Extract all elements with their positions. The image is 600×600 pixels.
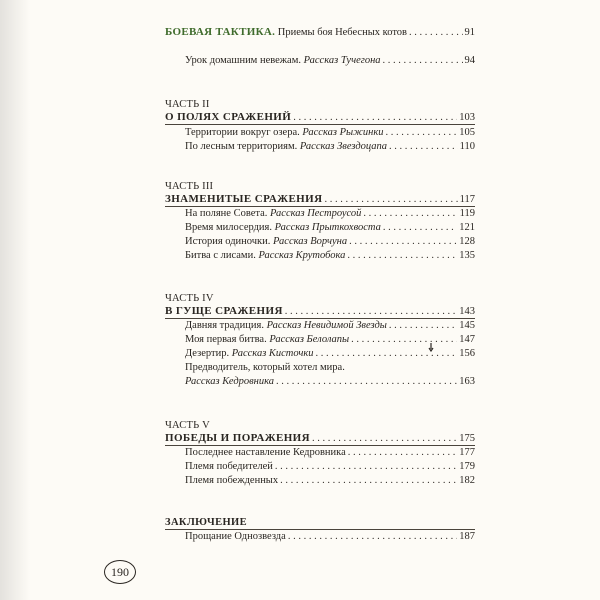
dot-leader xyxy=(348,446,457,459)
toc-entry xyxy=(185,126,475,139)
page-ref: 145 xyxy=(459,320,475,331)
heading-combat-tactics: БОЕВАЯ ТАКТИКА. xyxy=(165,26,276,38)
entry-story-author: Рассказ Тучегона xyxy=(303,55,381,66)
entry-title xyxy=(185,235,347,248)
entry-story-title: Дезертир. xyxy=(185,348,230,359)
page-ref: 103 xyxy=(459,112,475,123)
entry-title xyxy=(185,333,349,346)
part-5-title: ПОБЕДЫ И ПОРАЖЕНИЯ xyxy=(165,432,310,444)
dot-leader xyxy=(285,305,457,318)
entry-story-author: Рассказ Крутобока xyxy=(258,250,346,261)
entry-title xyxy=(165,26,407,39)
page-ref: 117 xyxy=(459,194,475,205)
dot-leader xyxy=(385,126,457,139)
entry-story-title: История одиночки. xyxy=(185,236,271,247)
toc-entry-combat-tactics xyxy=(165,26,475,39)
page-ref: 156 xyxy=(459,348,475,359)
page-ref: 105 xyxy=(459,127,475,138)
heading-combat-tactics-rest: Приемы боя Небесных котов xyxy=(277,27,407,38)
page-ref: 135 xyxy=(459,250,475,261)
dot-leader xyxy=(349,235,457,248)
page-ref: 147 xyxy=(459,334,475,345)
page-number-text: 190 xyxy=(111,564,129,579)
entry-title xyxy=(185,347,314,360)
part-3-label: ЧАСТЬ III xyxy=(165,181,214,192)
entry-story-author: Рассказ Звездоцапа xyxy=(299,141,388,152)
dot-leader xyxy=(351,333,457,346)
entry-title: Племя побежденных xyxy=(185,475,279,486)
entry-story-title: Урок домашним невежам. xyxy=(185,55,301,66)
dot-leader xyxy=(312,432,457,445)
page-ref: 91 xyxy=(464,27,475,38)
part-2-title: О ПОЛЯХ СРАЖЕНИЙ xyxy=(165,111,292,123)
dot-leader xyxy=(324,193,457,206)
toc-entry xyxy=(185,319,475,332)
entry-story-author: Рассказ Пестроусой xyxy=(270,208,362,219)
entry-story-title: Давняя традиция. xyxy=(185,320,264,331)
entry-story-author: Рассказ Белолапы xyxy=(269,334,350,345)
dot-leader xyxy=(347,249,457,262)
toc-entry xyxy=(185,249,475,262)
conclusion-title: ЗАКЛЮЧЕНИЕ xyxy=(165,517,248,528)
dot-leader xyxy=(383,221,457,234)
dot-leader xyxy=(276,375,457,388)
dot-leader xyxy=(275,460,457,473)
dot-leader xyxy=(280,474,457,487)
page-ref: 119 xyxy=(459,208,475,219)
page-ref: 163 xyxy=(459,376,475,387)
dot-leader xyxy=(363,207,457,220)
toc-entry-part-2 xyxy=(165,111,475,124)
entry-story-title: По лесным территориям. xyxy=(185,141,298,152)
page-ref: 121 xyxy=(459,222,475,233)
page-ref: 187 xyxy=(459,531,475,542)
entry-story-author: Рассказ Прыткохвоста xyxy=(274,222,381,233)
dot-leader xyxy=(316,347,458,360)
toc-entry-part-4 xyxy=(165,305,475,318)
entry-title xyxy=(185,126,383,139)
entry-story-author: Рассказ Невидимой Звезды xyxy=(266,320,387,331)
entry-story-author: Рассказ Кедровника xyxy=(185,376,275,387)
part-2-label: ЧАСТЬ II xyxy=(165,99,210,110)
toc-entry xyxy=(185,375,475,388)
entry-story-title: Битва с лисами. xyxy=(185,250,256,261)
toc-entry-line1: Предводитель, который хотел мира. xyxy=(185,362,345,373)
dot-leader xyxy=(288,530,457,543)
toc-entry xyxy=(185,207,475,220)
toc-entry xyxy=(185,460,475,473)
toc-entry xyxy=(185,140,475,153)
toc-entry-lesson xyxy=(185,54,475,67)
dot-leader xyxy=(383,54,463,67)
dot-leader xyxy=(389,140,458,153)
dot-leader xyxy=(293,111,457,124)
part-4-title: В ГУЩЕ СРАЖЕНИЯ xyxy=(165,305,283,317)
toc-entry-part-5 xyxy=(165,432,475,445)
entry-story-author: Рассказ Ворчуна xyxy=(273,236,348,247)
toc-entry xyxy=(185,235,475,248)
page-ref: 179 xyxy=(459,461,475,472)
entry-title xyxy=(185,319,387,332)
entry-title xyxy=(185,221,381,234)
entry-story-author: Рассказ Рыжинки xyxy=(302,127,384,138)
entry-story-title: Время милосердия. xyxy=(185,222,273,233)
entry-story-title: Моя первая битва. xyxy=(185,334,267,345)
entry-title: Племя победителей xyxy=(185,461,273,472)
entry-story-author: Рассказ Кисточки xyxy=(231,348,314,359)
page-ref: 94 xyxy=(464,55,475,66)
pen-mark-icon xyxy=(428,343,434,352)
page-ref: 143 xyxy=(459,306,475,317)
entry-title xyxy=(185,249,345,262)
page-ref: 175 xyxy=(459,433,475,444)
entry-title xyxy=(185,207,361,220)
part-3-title: ЗНАМЕНИТЫЕ СРАЖЕНИЯ xyxy=(165,193,323,205)
page-ref: 177 xyxy=(459,447,475,458)
page-ref: 128 xyxy=(459,236,475,247)
toc-entry xyxy=(185,446,475,459)
page-ref: 110 xyxy=(459,141,475,152)
entry-title xyxy=(185,54,381,67)
part-4-label: ЧАСТЬ IV xyxy=(165,293,214,304)
page-ref: 182 xyxy=(459,475,475,486)
entry-title: Прощание Однозвезда xyxy=(185,531,286,542)
toc-entry xyxy=(185,221,475,234)
dot-leader xyxy=(409,26,463,39)
toc-entry xyxy=(185,530,475,543)
entry-story-title: Территории вокруг озера. xyxy=(185,127,300,138)
page-number xyxy=(104,560,136,584)
entry-title xyxy=(185,140,387,153)
toc-entry-part-3 xyxy=(165,193,475,206)
dot-leader xyxy=(389,319,457,332)
toc-entry xyxy=(185,474,475,487)
entry-title: Последнее наставление Кедровника xyxy=(185,447,346,458)
part-5-label: ЧАСТЬ V xyxy=(165,420,210,431)
section-rule xyxy=(165,124,475,125)
entry-story-title: На поляне Совета. xyxy=(185,208,268,219)
